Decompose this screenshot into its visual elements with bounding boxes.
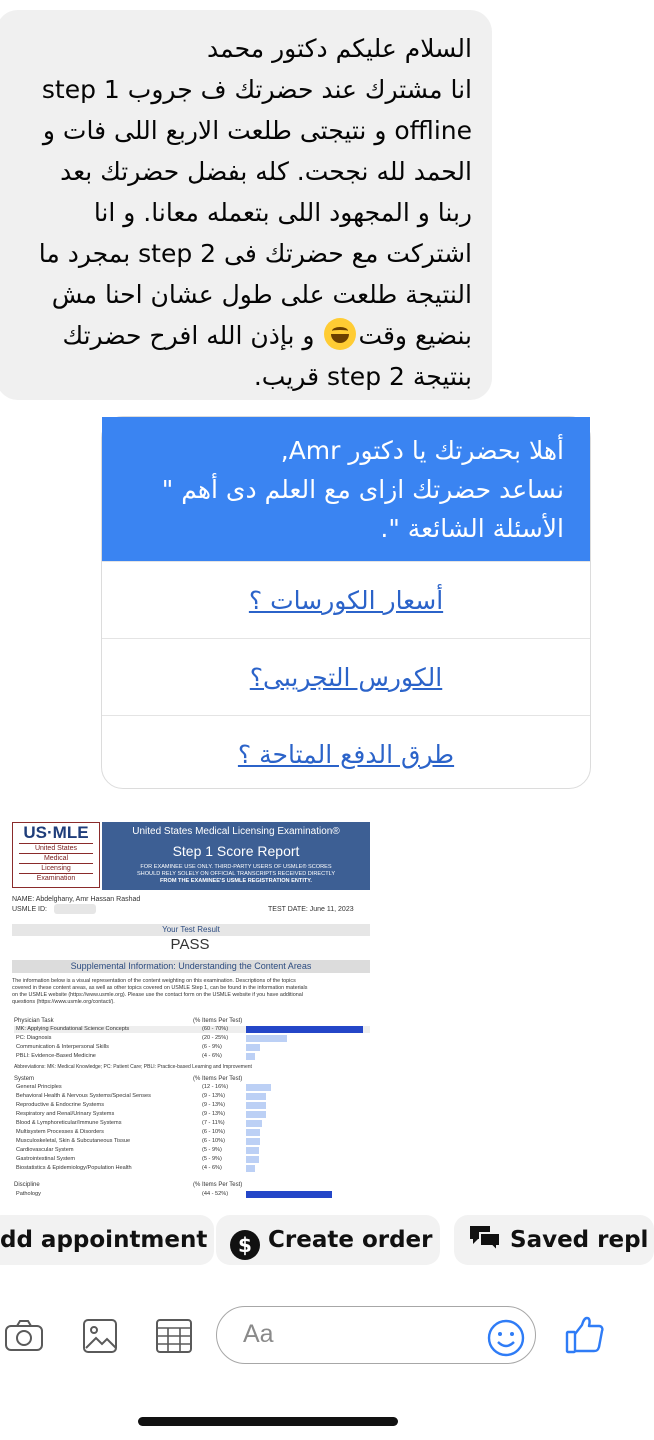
supplemental-text: covered in these content areas, as well as other topics covered on USMLE Step 1, can be found in the information materials [12, 985, 308, 991]
incoming-message-bubble[interactable] [0, 10, 492, 400]
laughing-emoji-icon [324, 318, 356, 350]
test-date: TEST DATE: June 11, 2023 [268, 906, 354, 913]
message-placeholder: Aa [243, 1320, 274, 1348]
discipline-header: Discipline [14, 1182, 40, 1188]
content-area-range: (20 - 25%) [202, 1035, 229, 1041]
content-area-name: Cardiovascular System [16, 1147, 74, 1153]
banner-title: United States Medical Licensing Examination® [132, 826, 340, 837]
content-area-name: General Principles [16, 1084, 62, 1090]
content-area-name: MK: Applying Foundational Science Concepts [16, 1026, 130, 1032]
content-weight-bar [246, 1156, 259, 1163]
items-header: (% Items Per Test) [193, 1076, 243, 1082]
content-area-row [14, 1053, 370, 1060]
items-header: (% Items Per Test) [193, 1018, 243, 1024]
content-area-row [14, 1147, 370, 1154]
chat-bubbles-icon [468, 1221, 502, 1271]
gallery-icon[interactable] [80, 1316, 120, 1356]
content-area-range: (44 - 52%) [202, 1191, 229, 1197]
result-pass: PASS [170, 936, 210, 953]
content-area-name: Musculoskeletal, Skin & Subcutaneous Tissue [16, 1138, 131, 1144]
content-area-row [14, 1035, 370, 1042]
content-area-row [14, 1120, 370, 1127]
message-composer [0, 1296, 632, 1382]
content-area-row [14, 1102, 370, 1109]
logo-line: Licensing [19, 863, 93, 873]
dollar-icon: $ [230, 1230, 260, 1260]
content-area-row [14, 1093, 370, 1100]
message-line: بنتيجة step 2 قريب. [253, 362, 472, 391]
content-area-range: (9 - 13%) [202, 1111, 226, 1117]
supplemental-text: questions (https://www.usmle.org/contact/). [12, 999, 115, 1005]
content-area-name: Multisystem Processes & Disorders [16, 1129, 104, 1135]
outgoing-message-bubble[interactable] [102, 417, 590, 561]
message-line: السلام عليكم دكتور محمد [207, 34, 472, 63]
quick-reply-payment-methods[interactable]: طرق الدفع المتاحة ؟ [102, 715, 590, 792]
usmle-logo [12, 822, 100, 888]
content-area-range: (5 - 9%) [202, 1156, 222, 1162]
content-area-range: (6 - 10%) [202, 1129, 226, 1135]
add-appointment-label: dd appointment [0, 1227, 208, 1253]
message-line: اشتركت مع حضرتك فى step 2 بمجرد ما [38, 239, 472, 268]
message-line: أهلا بحضرتك يا دكتور Amr, [280, 436, 564, 465]
saved-replies-label: Saved repl [510, 1227, 649, 1253]
create-order-button[interactable] [216, 1215, 440, 1265]
content-area-range: (9 - 13%) [202, 1093, 226, 1099]
content-weight-bar [246, 1044, 260, 1051]
content-weight-bar [246, 1035, 287, 1042]
content-area-row [14, 1138, 370, 1145]
content-area-row [14, 1165, 370, 1172]
banner-subtitle: Step 1 Score Report [172, 843, 300, 859]
content-weight-bar [246, 1191, 332, 1198]
camera-icon[interactable] [4, 1316, 44, 1356]
content-area-name: Blood & Lymphoreticular/Immune Systems [16, 1120, 122, 1126]
content-area-range: (7 - 11%) [202, 1120, 225, 1126]
content-weight-bar [246, 1120, 262, 1127]
content-area-name: Reproductive & Endocrine Systems [16, 1102, 104, 1108]
message-line: ربنا و المجهود اللى بتعمله معانا. و انا [93, 198, 472, 227]
thumbs-up-icon[interactable] [564, 1314, 604, 1354]
quick-reply-trial-course[interactable]: الكورس التجريبى؟ [102, 638, 590, 715]
create-order-label: Create order [268, 1227, 433, 1253]
content-weight-bar [246, 1084, 271, 1091]
message-line: الحمد لله نجحت. كله بفضل حضرتك بعد [60, 157, 472, 186]
content-area-range: (6 - 9%) [202, 1044, 222, 1050]
content-area-range: (6 - 10%) [202, 1138, 226, 1144]
logo-text: US·MLE [23, 823, 89, 842]
add-appointment-button[interactable] [0, 1215, 214, 1265]
examinee-name: NAME: Abdelghany, Amr Hassan Rashad [12, 896, 141, 903]
content-area-name: Behavioral Health & Nervous Systems/Special Senses [16, 1093, 151, 1099]
content-area-range: (60 - 70%) [202, 1026, 229, 1032]
home-indicator[interactable] [138, 1417, 398, 1426]
message-line: نساعد حضرتك ازاى مع العلم دى أهم " [161, 475, 564, 504]
emoji-icon[interactable] [486, 1318, 526, 1358]
message-line: offline و نتيجتى طلعت الاربع اللى فات و [42, 116, 472, 145]
content-area-range: (5 - 9%) [202, 1147, 222, 1153]
content-area-name: Respiratory and Renal/Urinary Systems [16, 1111, 115, 1117]
content-area-range: (9 - 13%) [202, 1102, 226, 1108]
message-line-prefix: بنضيع وقت [358, 321, 472, 350]
content-area-name: Communication & Interpersonal Skills [16, 1044, 109, 1050]
logo-line: United States [19, 843, 93, 853]
result-label: Your Test Result [12, 924, 370, 936]
content-weight-bar [246, 1165, 255, 1172]
items-header: (% Items Per Test) [193, 1182, 243, 1188]
content-weight-bar [246, 1102, 266, 1109]
content-area-row [14, 1026, 370, 1033]
content-area-range: (4 - 6%) [202, 1053, 222, 1059]
supplemental-text: The information below is a visual representation of the content weighting on this examination. Descriptions of the topics [12, 978, 296, 984]
message-line: الأسئلة الشائعة ". [380, 514, 564, 543]
content-weight-bar [246, 1026, 363, 1033]
supplemental-text: on the USMLE website (https://www.usmle.org). Please use the contact form on the USMLE website if you have additional [12, 992, 303, 998]
score-report-image[interactable] [10, 820, 372, 1206]
supplemental-title: Supplemental Information: Understanding the Content Areas [12, 960, 370, 973]
message-line: انا مشترك عند حضرتك ف جروب step 1 [41, 75, 472, 104]
content-area-range: (12 - 16%) [202, 1084, 229, 1090]
saved-replies-button[interactable] [454, 1215, 654, 1265]
banner-note: FROM THE EXAMINEE'S USMLE REGISTRATION ENTITY. [160, 878, 312, 884]
message-line: النتيجة طلعت على طول عشان احنا مش [51, 280, 472, 309]
content-area-name: PBLI: Evidence-Based Medicine [16, 1053, 96, 1059]
content-area-row [14, 1084, 370, 1091]
content-area-row [14, 1156, 370, 1163]
logo-line: Examination [19, 873, 93, 883]
content-area-name: Pathology [16, 1191, 41, 1197]
message-line [12, 315, 472, 356]
content-area-name: Gastrointestinal System [16, 1156, 76, 1162]
content-weight-bar [246, 1129, 260, 1136]
content-area-row [14, 1191, 370, 1198]
action-pills [0, 1213, 649, 1267]
content-area-row [14, 1044, 370, 1051]
quick-reply-course-prices[interactable]: أسعار الكورسات ؟ [102, 561, 590, 638]
content-area-name: PC: Diagnosis [16, 1035, 52, 1041]
content-weight-bar [246, 1053, 255, 1060]
content-area-row [14, 1129, 370, 1136]
logo-line: Medical [19, 853, 93, 863]
usmle-id: USMLE ID: [12, 906, 48, 913]
physician-task-header: Physician Task [14, 1018, 54, 1024]
content-area-row [14, 1111, 370, 1118]
system-header: System [14, 1076, 35, 1082]
banner-note: SHOULD RELY SOLELY ON OFFICIAL TRANSCRIPTS RECEIVED DIRECTLY [136, 871, 336, 877]
content-area-name: Biostatistics & Epidemiology/Population Health [16, 1165, 132, 1171]
message-line-suffix: و بإذن الله افرح حضرتك [62, 321, 315, 350]
content-weight-bar [246, 1138, 260, 1145]
content-weight-bar [246, 1093, 266, 1100]
redacted-id [54, 904, 96, 914]
content-weight-bar [246, 1147, 259, 1154]
outgoing-message-card [101, 416, 591, 789]
content-area-range: (4 - 6%) [202, 1165, 222, 1171]
banner-note: FOR EXAMINEE USE ONLY. THIRD-PARTY USERS OF USMLE® SCORES [140, 864, 332, 870]
abbreviations: Abbreviations: MK: Medical Knowledge; PC: Patient Care; PBLI: Practice-based Learning and Improvement [14, 1064, 252, 1070]
report-banner [102, 822, 370, 890]
content-weight-bar [246, 1111, 266, 1118]
templates-icon[interactable] [154, 1316, 194, 1356]
